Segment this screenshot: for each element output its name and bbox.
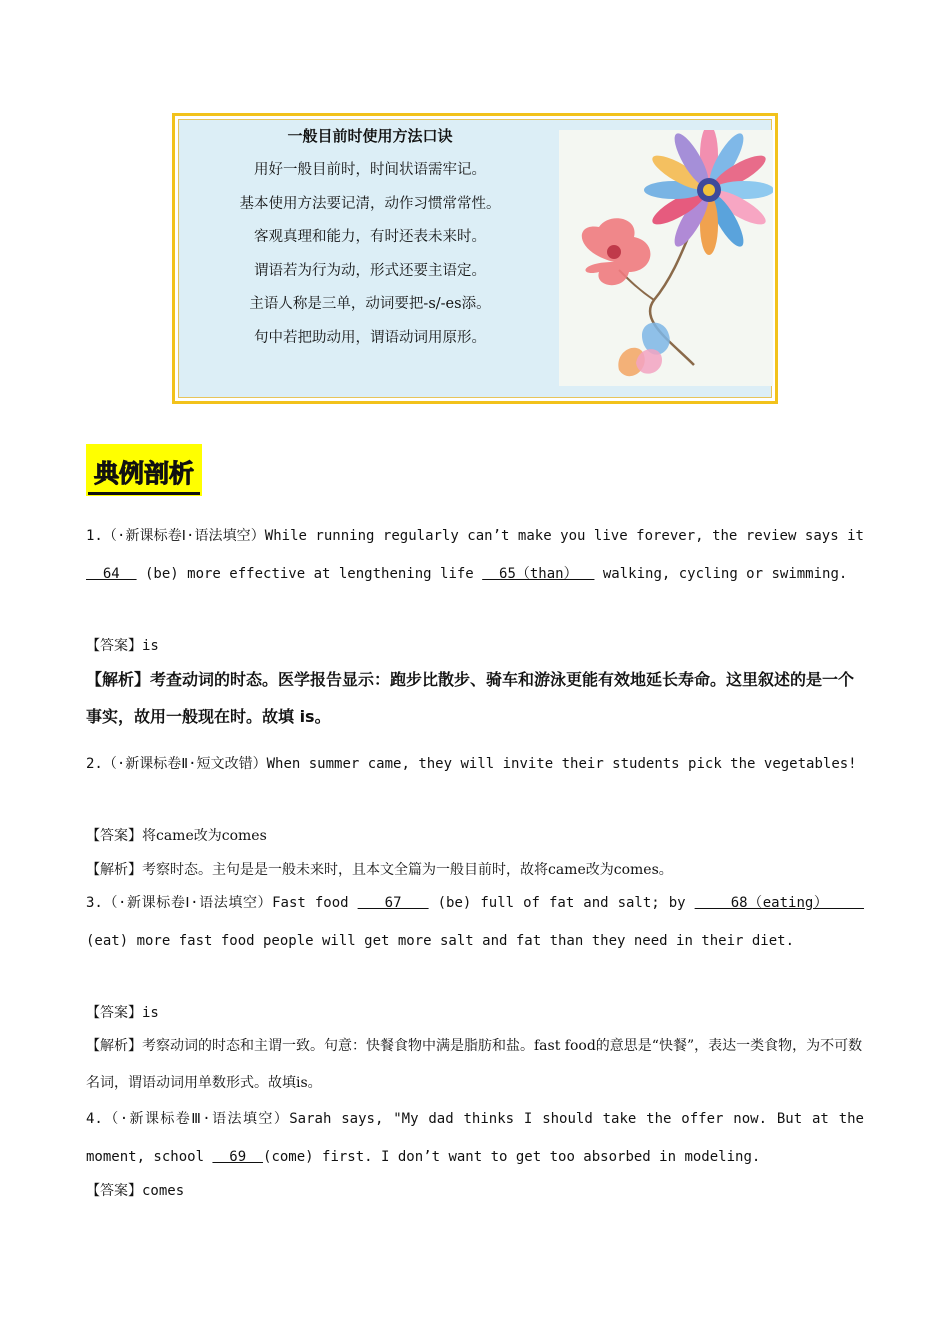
rhyme-box <box>172 113 778 404</box>
rhyme-line-4: 谓语若为行为动，形式还要主语定。 <box>254 262 486 279</box>
q3-answer-label: 【答案】 <box>86 1005 142 1021</box>
question-4 <box>86 1100 864 1176</box>
q2-answer <box>86 824 866 848</box>
q2-answer-label: 【答案】 <box>86 828 142 844</box>
q1-blank-64: 64 <box>86 566 137 582</box>
q1-text-3: walking, cycling or swimming. <box>594 566 848 582</box>
q3-text-2: (be) full of fat and salt; by <box>428 895 695 911</box>
q4-text-2: (come) first. I don’t want to get too absorbed in modeling. <box>263 1149 761 1165</box>
rhyme-text <box>179 124 561 356</box>
q4-blank-69: 69 <box>212 1149 264 1165</box>
question-2: 2.（·新课标卷Ⅱ·短文改错）When summer came, they will invite their students pick the vegetables! <box>86 756 857 772</box>
q1-blank-65: 65（than） <box>482 566 595 582</box>
rhyme-line-1: 用好一般目前时，时间状语需牢记。 <box>254 162 486 178</box>
rhyme-line-6: 句中若把助动用，谓语动词用原形。 <box>254 329 486 346</box>
q3-blank-67: 67 <box>357 895 429 911</box>
q3-analysis-text: 考察动词的时态和主谓一致。句意：快餐食物中满是脂肪和盐。fast food的意思是“快餐”，表达一类食物，为不可数名词，谓语动词用单数形式。故填is。 <box>86 1038 863 1091</box>
q2-answer-value: 将came改为comes <box>142 828 267 844</box>
rhyme-panel <box>178 119 772 398</box>
q2-analysis-text: 考察时态。主句是是一般未来时，且本文全篇为一般目前时，故将came改为comes。 <box>142 862 673 878</box>
q1-answer-value: is <box>142 638 159 654</box>
q3-analysis <box>86 1028 866 1102</box>
rhyme-line-3: 客观真理和能力，有时还表未来时。 <box>254 229 486 246</box>
rhyme-title: 一般目前时使用方法口诀 <box>287 127 453 145</box>
q3-text-3: (eat) more fast food people will get more salt and fat than they need in their diet. <box>86 933 795 949</box>
q3-answer-value: is <box>142 1005 159 1021</box>
question-3 <box>86 884 864 960</box>
banner-text: 典例剖析 <box>93 459 195 488</box>
q2-analysis <box>86 858 866 882</box>
q3-answer <box>86 1001 866 1025</box>
q1-analysis: 【解析】考查动词的时态。医学报告显示：跑步比散步、骑车和游泳更能有效地延长寿命。这里叙述的是一个事实，故用一般现在时。故填 is。 <box>86 670 855 726</box>
q1-answer-label: 【答案】 <box>86 638 142 654</box>
q1-text-1: 1.（·新课标卷Ⅰ·语法填空）While running regularly can’t make you live forever, the review says it <box>86 528 864 544</box>
question-1 <box>86 517 864 593</box>
q4-text-1: 4.（·新课标卷Ⅲ·语法填空）Sarah says, "My dad thinks I should take the offer now. But at the moment, school <box>86 1111 864 1165</box>
flower-illustration <box>559 130 773 386</box>
rhyme-line-2: 基本使用方法要记清，动作习惯常常性。 <box>239 195 501 212</box>
section-banner <box>86 444 202 496</box>
q3-analysis-label: 【解析】 <box>86 1038 142 1054</box>
q3-text-1: 3.（·新课标卷Ⅰ·语法填空）Fast food <box>86 895 358 911</box>
q2-analysis-label: 【解析】 <box>86 862 142 878</box>
q4-answer <box>86 1179 866 1203</box>
rhyme-line-5: 主语人称是三单，动词要把-s/-es添。 <box>249 296 491 313</box>
q1-text-2: (be) more effective at lengthening life <box>136 566 483 582</box>
q4-answer-label: 【答案】 <box>86 1183 142 1199</box>
q4-answer-value: comes <box>142 1183 185 1199</box>
q3-blank-68: 68（eating） <box>694 895 864 911</box>
q1-answer <box>86 634 866 658</box>
